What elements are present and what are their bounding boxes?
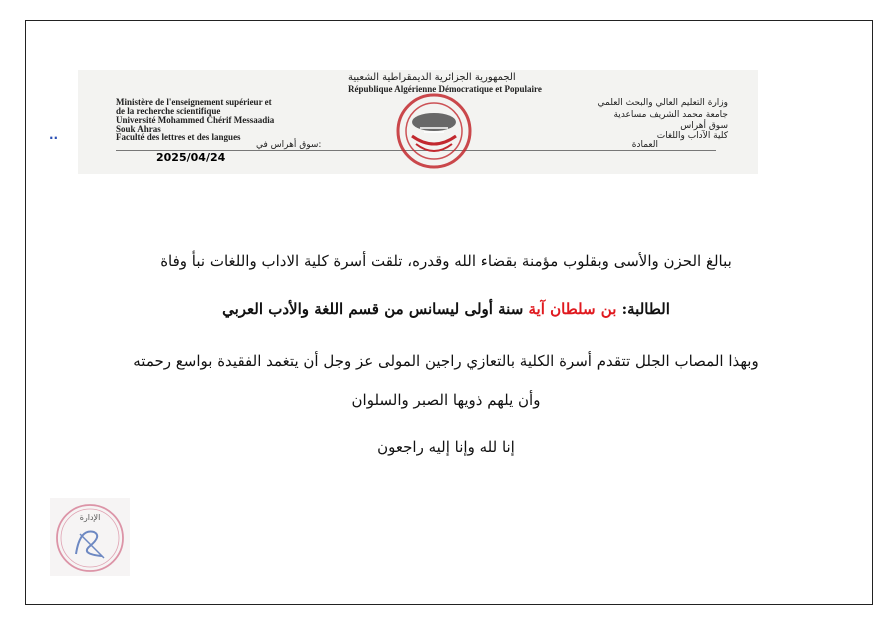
student-program: سنة أولى ليسانس من قسم اللغة والأدب العربي bbox=[222, 300, 529, 318]
republic-french: République Algérienne Démocratique et Populaire bbox=[348, 84, 542, 94]
student-name: بن سلطان آية bbox=[528, 300, 617, 318]
ministry-arabic: وزارة التعليم العالي والبحث العلمي bbox=[597, 98, 728, 108]
condolence-line-3: وبهذا المصاب الجلل تتقدم أسرة الكلية بالتعازي راجين المولى عز وجل أن يتغمد الفقيدة بواسع رحمته bbox=[133, 352, 759, 370]
city-french: Souk Ahras bbox=[116, 124, 161, 134]
faculty-french: Faculté des lettres et des langues bbox=[116, 132, 241, 142]
administration-stamp-icon bbox=[50, 498, 130, 576]
university-seal-icon bbox=[394, 92, 474, 170]
blue-marker: .. bbox=[49, 128, 59, 142]
faculty-arabic: كلية الآداب واللغات bbox=[656, 131, 728, 141]
condolence-line-4: وأن يلهم ذويها الصبر والسلوان bbox=[351, 391, 541, 409]
university-arabic: جامعة محمد الشريف مساعدية bbox=[613, 110, 728, 120]
stamp-label: الإدارة bbox=[79, 513, 101, 522]
document-date: 2025/04/24 bbox=[156, 151, 226, 164]
condolence-line-2 bbox=[0, 300, 892, 318]
ministry-french-2: de la recherche scientifique bbox=[116, 106, 221, 116]
dean-office-arabic: العمادة bbox=[631, 140, 658, 150]
letterhead bbox=[78, 70, 758, 174]
ministry-french-1: Ministère de l'enseignement supérieur et bbox=[116, 97, 272, 107]
university-french: Université Mohammed Chérif Messaadia bbox=[116, 115, 275, 125]
city-arabic: سوق أهراس bbox=[680, 121, 728, 131]
republic-arabic: الجمهورية الجزائرية الديمقراطية الشعبية bbox=[348, 72, 516, 83]
condolence-line-5: إنا لله وإنا إليه راجعون bbox=[377, 438, 515, 456]
date-label-arabic: سوق أهراس في: bbox=[256, 140, 322, 150]
condolence-line-1: ببالغ الحزن والأسى وبقلوب مؤمنة بقضاء الله وقدره، تلقت أسرة كلية الاداب واللغات نبأ وفاة bbox=[160, 252, 732, 270]
student-label: الطالبة: bbox=[616, 300, 670, 318]
